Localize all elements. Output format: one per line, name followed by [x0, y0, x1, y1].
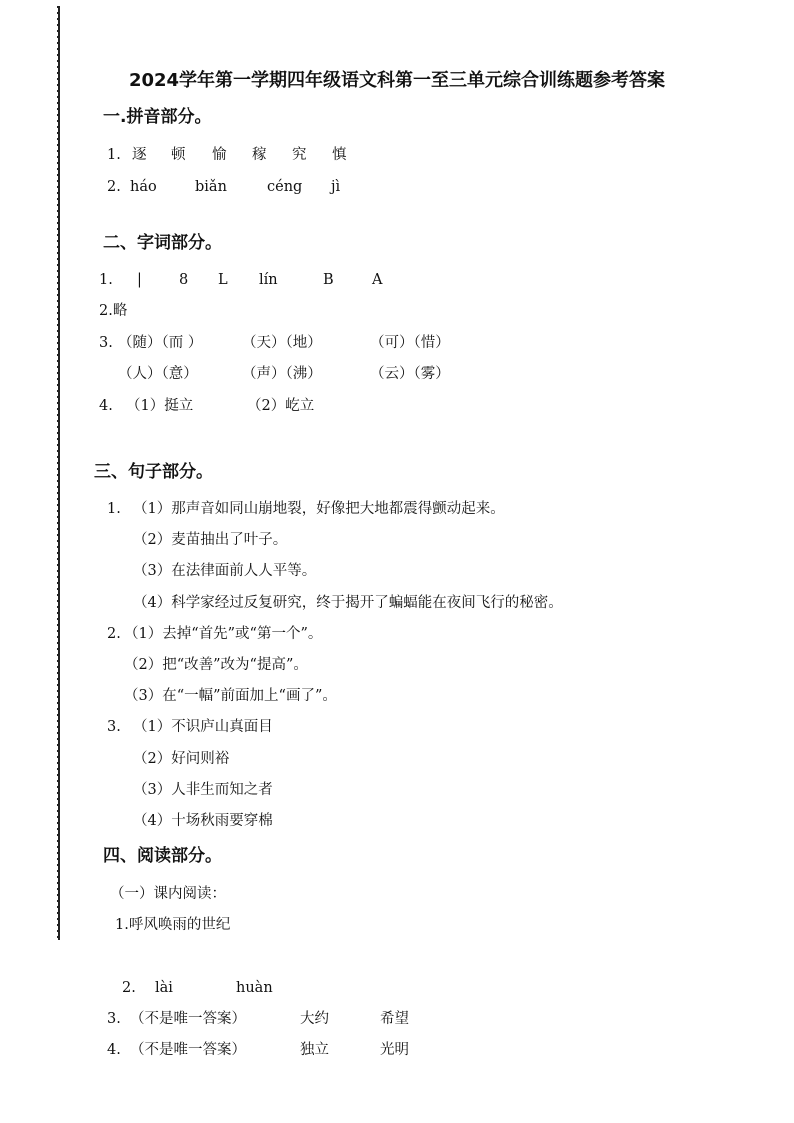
- s3-q3-item: （2）好问则裕: [133, 751, 230, 767]
- s4-subheading: （一）课内阅读：: [110, 886, 226, 902]
- s4-q4-item: 独立: [300, 1042, 329, 1058]
- s3-q2-item: （1）去掉“首先”或“第一个”。: [124, 626, 323, 642]
- page-title: 2024学年第一学期四年级语文科第一至三单元综合训练题参考答案: [128, 70, 666, 91]
- s2-q3-item: （人）（意）: [118, 366, 198, 382]
- s2-q1-item: L: [218, 272, 228, 288]
- section-heading-sentences: 三、句子部分。: [94, 462, 213, 482]
- s3-q1-item: （2）麦苗抽出了叶子。: [133, 532, 288, 548]
- s2-q1-item: lín: [259, 272, 278, 288]
- s3-q1-item: （4）科学家经过反复研究，终于揭开了蝙蝠能在夜间飞行的秘密。: [133, 595, 563, 611]
- s3-q3-item: （1）不识庐山真面目: [133, 719, 273, 735]
- s2-q2: 2.略: [99, 303, 128, 319]
- s1-q1-number: 1.: [107, 147, 121, 163]
- s3-q1-item: （1）那声音如同山崩地裂，好像把大地都震得颤动起来。: [133, 501, 505, 517]
- s2-q1-item: B: [323, 272, 334, 288]
- s1-q1-item: 逐: [132, 147, 147, 163]
- s1-q1-item: 究: [292, 147, 307, 163]
- s4-q3-item: （不是唯一答案）: [130, 1011, 246, 1027]
- s4-q4-item: 光明: [380, 1042, 409, 1058]
- s4-q1: 1.呼风唤雨的世纪: [115, 917, 231, 933]
- s2-q3-item: （随）（而 ）: [118, 335, 203, 351]
- s4-q2-item: lài: [155, 980, 173, 996]
- s3-q2-item: （2）把“改善”改为“提高”。: [124, 657, 308, 673]
- s4-q3-number: 3.: [107, 1011, 121, 1027]
- s4-q3-item: 希望: [380, 1011, 409, 1027]
- s2-q4-item: （2）屹立: [247, 398, 315, 414]
- s2-q1-number: 1.: [99, 272, 113, 288]
- binding-margin-line: [58, 6, 64, 940]
- s1-q1-item: 愉: [212, 147, 227, 163]
- s3-q1-item: （3）在法律面前人人平等。: [133, 563, 317, 579]
- s1-q2-item: jì: [331, 179, 341, 195]
- s1-q1-item: 顿: [171, 147, 186, 163]
- s3-q3-item: （4）十场秋雨要穿棉: [133, 813, 273, 829]
- s4-q3-item: 大约: [300, 1011, 329, 1027]
- s3-q2-number: 2.: [107, 626, 121, 642]
- s2-q3-number: 3.: [99, 335, 113, 351]
- s2-q1-item: |: [137, 272, 142, 288]
- s2-q3-item: （天）（地）: [242, 335, 322, 351]
- s3-q1-number: 1.: [107, 501, 121, 517]
- s2-q3-item: （声）（沸）: [242, 366, 322, 382]
- s2-q1-item: A: [372, 272, 383, 288]
- s4-q2-item: huàn: [236, 980, 273, 996]
- s2-q3-item: （可）（惜）: [370, 335, 450, 351]
- section-heading-reading: 四、阅读部分。: [103, 846, 222, 866]
- s1-q2-item: biǎn: [195, 179, 227, 195]
- s4-q2-number: 2.: [122, 980, 136, 996]
- s2-q4-number: 4.: [99, 398, 113, 414]
- s1-q2-number: 2.: [107, 179, 121, 195]
- s1-q1-item: 慎: [332, 147, 347, 163]
- s2-q1-item: 8: [179, 272, 189, 288]
- s3-q2-item: （3）在“一幅”前面加上“画了”。: [124, 688, 337, 704]
- s2-q4-item: （1）挺立: [126, 398, 194, 414]
- s3-q3-number: 3.: [107, 719, 121, 735]
- s1-q1-item: 稼: [252, 147, 267, 163]
- section-heading-words: 二、字词部分。: [103, 233, 222, 253]
- s1-q2-item: háo: [130, 179, 157, 195]
- s2-q3-item: （云）（雾）: [370, 366, 450, 382]
- s4-q4-item: （不是唯一答案）: [130, 1042, 246, 1058]
- s1-q2-item: céng: [267, 179, 303, 195]
- s4-q4-number: 4.: [107, 1042, 121, 1058]
- s3-q3-item: （3）人非生而知之者: [133, 782, 273, 798]
- section-heading-pinyin: 一.拼音部分。: [103, 107, 212, 127]
